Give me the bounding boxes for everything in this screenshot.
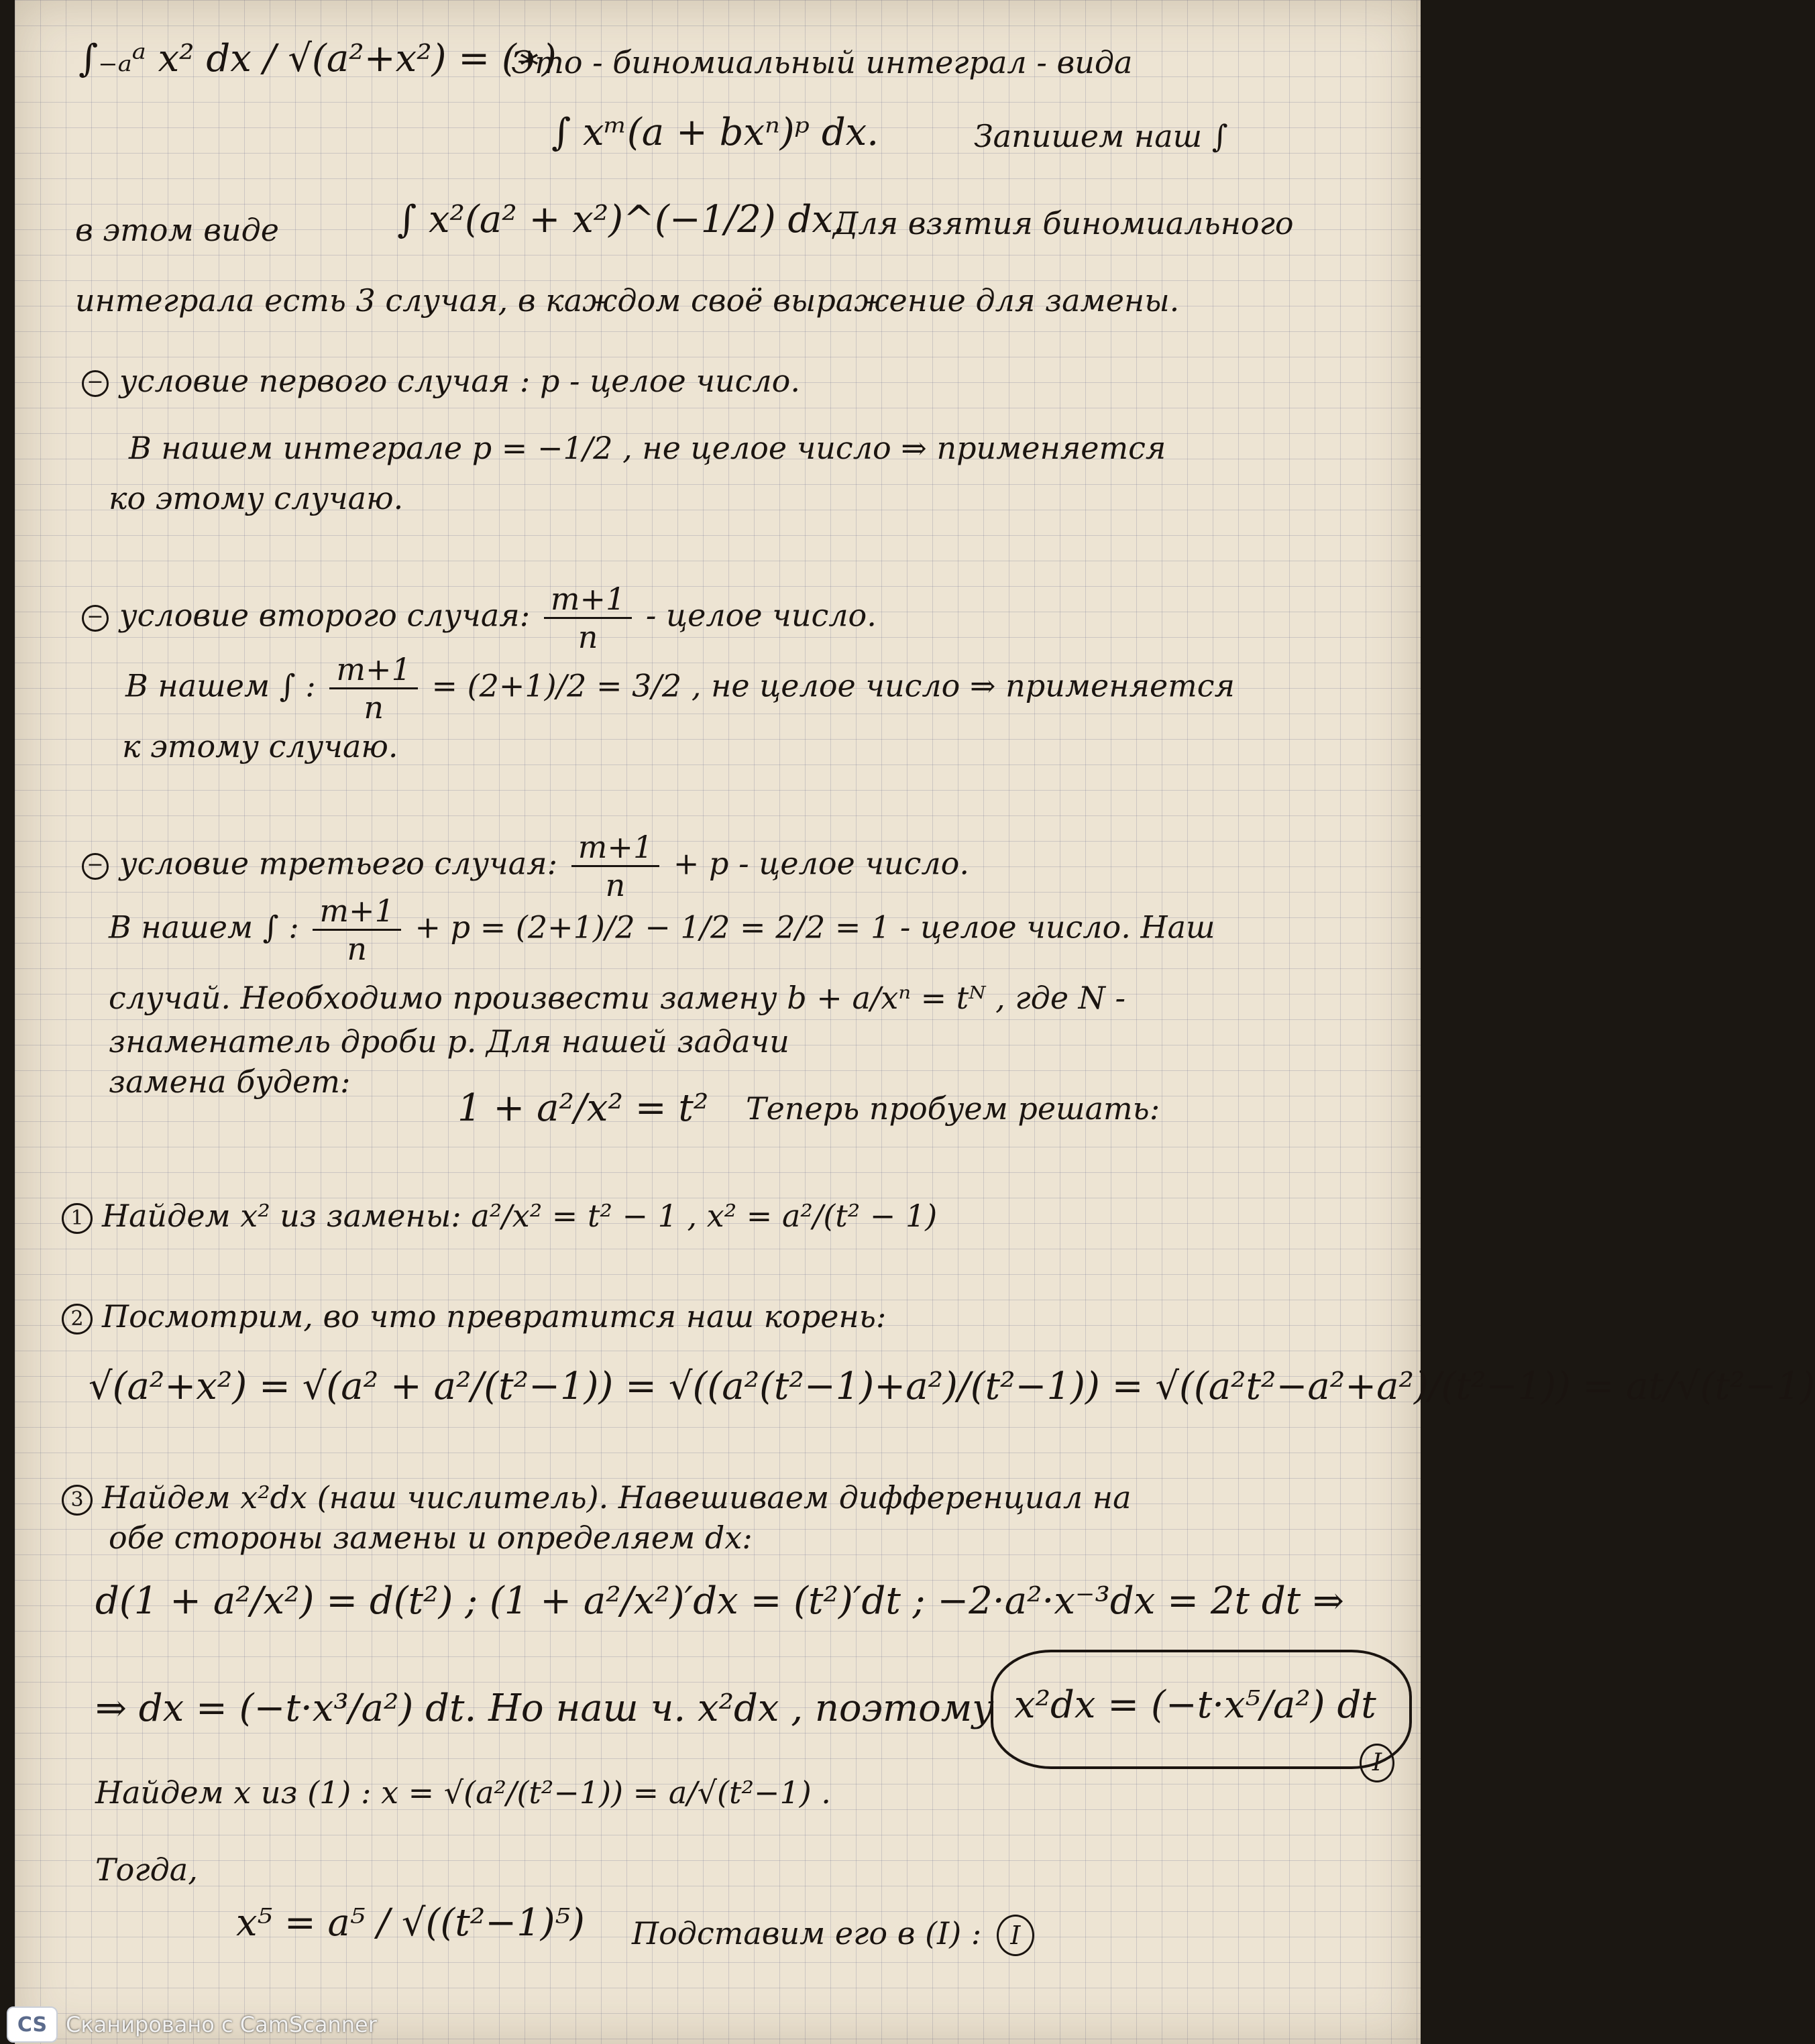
fraction-numerator: m+1 [544, 583, 632, 619]
step-3-text-a: Найдем x²dx (наш числитель). Навешиваем дифференциал на [102, 1479, 1132, 1516]
case-1-detail: В нашем интеграле p = −1/2 , не целое число ⇒ применяется [129, 430, 1166, 466]
line-binomial-intro: Это - биномиальный интеграл - вида [511, 44, 1133, 80]
case-2-detail [125, 651, 1235, 726]
line-for-taking: Для взятия биномиального [833, 205, 1294, 241]
step-3-then: Тогда, [95, 1852, 198, 1888]
step-3 [62, 1479, 1132, 1516]
case-3-detail-b: + p = (2+1)/2 − 1/2 = 2/2 = 1 - целое число. Наш [415, 909, 1215, 946]
case-2-detail-a: В нашем ∫ : [125, 667, 316, 704]
case-3-line-3: знаменатель дроби p. Для нашей задачи [109, 1023, 789, 1060]
case-1-detail-2: ко этому случаю. [109, 480, 404, 516]
circled-marker-I: I [1360, 1744, 1394, 1782]
fraction-m-plus-1-over-n [544, 581, 632, 655]
case-1-condition [82, 365, 800, 397]
step-3-dx-result: ⇒ dx = (−t·x³/a²) dt. Но наш ч. x²dx , поэтому [95, 1687, 994, 1730]
circled-marker-I: I [997, 1915, 1034, 1956]
fraction-m-plus-1-over-n [329, 651, 417, 726]
step-3-find-x: Найдем x из (1) : x = √(a²/(t²−1)) = a/√(t²−1) . [95, 1774, 831, 1811]
step-2-root-equation: √(a²+x²) = √(a² + a²/(t²−1)) = √((a²(t²−1)+a²)/(t²−1)) = √((a²t²−a²+a²)/(t²−1)) = at/√(t²−1) [89, 1365, 1815, 1408]
binomial-general-form: ∫ xᵐ(a + bxⁿ)ᵖ dx. [551, 111, 879, 154]
camscanner-footer [0, 2005, 470, 2044]
fraction-numerator: m+1 [329, 654, 417, 689]
case-3-detail-a: В нашем ∫ : [109, 909, 299, 946]
minus-circle-bullet: − [82, 853, 109, 880]
case-3-condition [82, 829, 969, 903]
step-number-circle: 1 [62, 1203, 93, 1234]
case-2-detail-2: к этому случаю. [122, 728, 398, 764]
step-1-text: Найдем x² из замены: a²/x² = t² − 1 , x² = a²/(t² − 1) [102, 1198, 938, 1234]
fraction-m-plus-1-over-n [313, 893, 400, 967]
case-3-line-2: случай. Необходимо произвести замену b + a/xⁿ = tᴺ , где N - [109, 980, 1126, 1016]
line-three-cases: интеграла есть 3 случая, в каждом своё выражение для замены. [75, 282, 1180, 319]
step-3-substitute-text: Подставим его в (I) : [632, 1915, 982, 1951]
line-write-our-integral: Запишем наш ∫ [974, 118, 1228, 154]
camscanner-logo: CS [7, 2006, 58, 2043]
binomial-our-form: ∫ x²(a² + x²)^(−1/2) dx. [397, 198, 845, 241]
case-3-text-2: + p - целое число. [673, 845, 969, 882]
fraction-numerator: m+1 [313, 895, 400, 931]
boxed-result: x²dx = (−t·x⁵/a²) dt [1014, 1683, 1376, 1727]
step-3-text-b: обе стороны замены и определяем dx: [109, 1520, 753, 1556]
step-3-substitute [632, 1915, 1034, 1956]
step-3-x5-formula: x⁵ = a⁵ / √((t²−1)⁵) [236, 1901, 585, 1945]
case-2-text: условие второго случая: [119, 597, 531, 634]
step-2-text: Посмотрим, во что превратится наш корень: [102, 1298, 887, 1335]
fraction-denominator: n [364, 689, 384, 726]
line-now-try-solve: Теперь пробуем решать: [746, 1090, 1160, 1127]
fraction-denominator: n [605, 867, 626, 903]
minus-circle-bullet: − [82, 605, 109, 632]
fraction-numerator: m+1 [571, 832, 659, 867]
case-3-text: условие третьего случая: [119, 845, 558, 882]
case-2-text-2: - целое число. [645, 597, 877, 634]
marker-I-top [1360, 1744, 1394, 1782]
camscanner-watermark-text: Сканировано с CamScanner [66, 2012, 377, 2037]
integral-expression: ∫₋ₐᵃ x² dx / √(a²+x²) = (∗) [78, 37, 557, 80]
line-in-this-form: в этом виде [75, 212, 280, 248]
fraction-denominator: n [347, 931, 367, 967]
case-3-line-4: замена будет: [109, 1064, 351, 1100]
step-number-circle: 3 [62, 1485, 93, 1516]
step-2 [62, 1298, 887, 1335]
step-number-circle: 2 [62, 1304, 93, 1335]
fraction-m-plus-1-over-n [571, 829, 659, 903]
notebook-page [15, 0, 1815, 2044]
substitution-formula: 1 + a²/x² = t² [457, 1086, 709, 1130]
case-2-condition [82, 581, 877, 655]
case-3-detail [109, 893, 1215, 967]
minus-circle-bullet: − [82, 370, 109, 397]
fraction-denominator: n [578, 619, 598, 655]
step-3-differential-equation: d(1 + a²/x²) = d(t²) ; (1 + a²/x²)′dx = (t²)′dt ; −2·a²·x⁻³dx = 2t dt ⇒ [95, 1579, 1344, 1623]
case-2-detail-b: = (2+1)/2 = 3/2 , не целое число ⇒ применяется [431, 667, 1235, 704]
line-integral-definition [78, 37, 557, 80]
step-1 [62, 1200, 937, 1234]
case-1-text: условие первого случая : p - целое число. [119, 363, 800, 399]
